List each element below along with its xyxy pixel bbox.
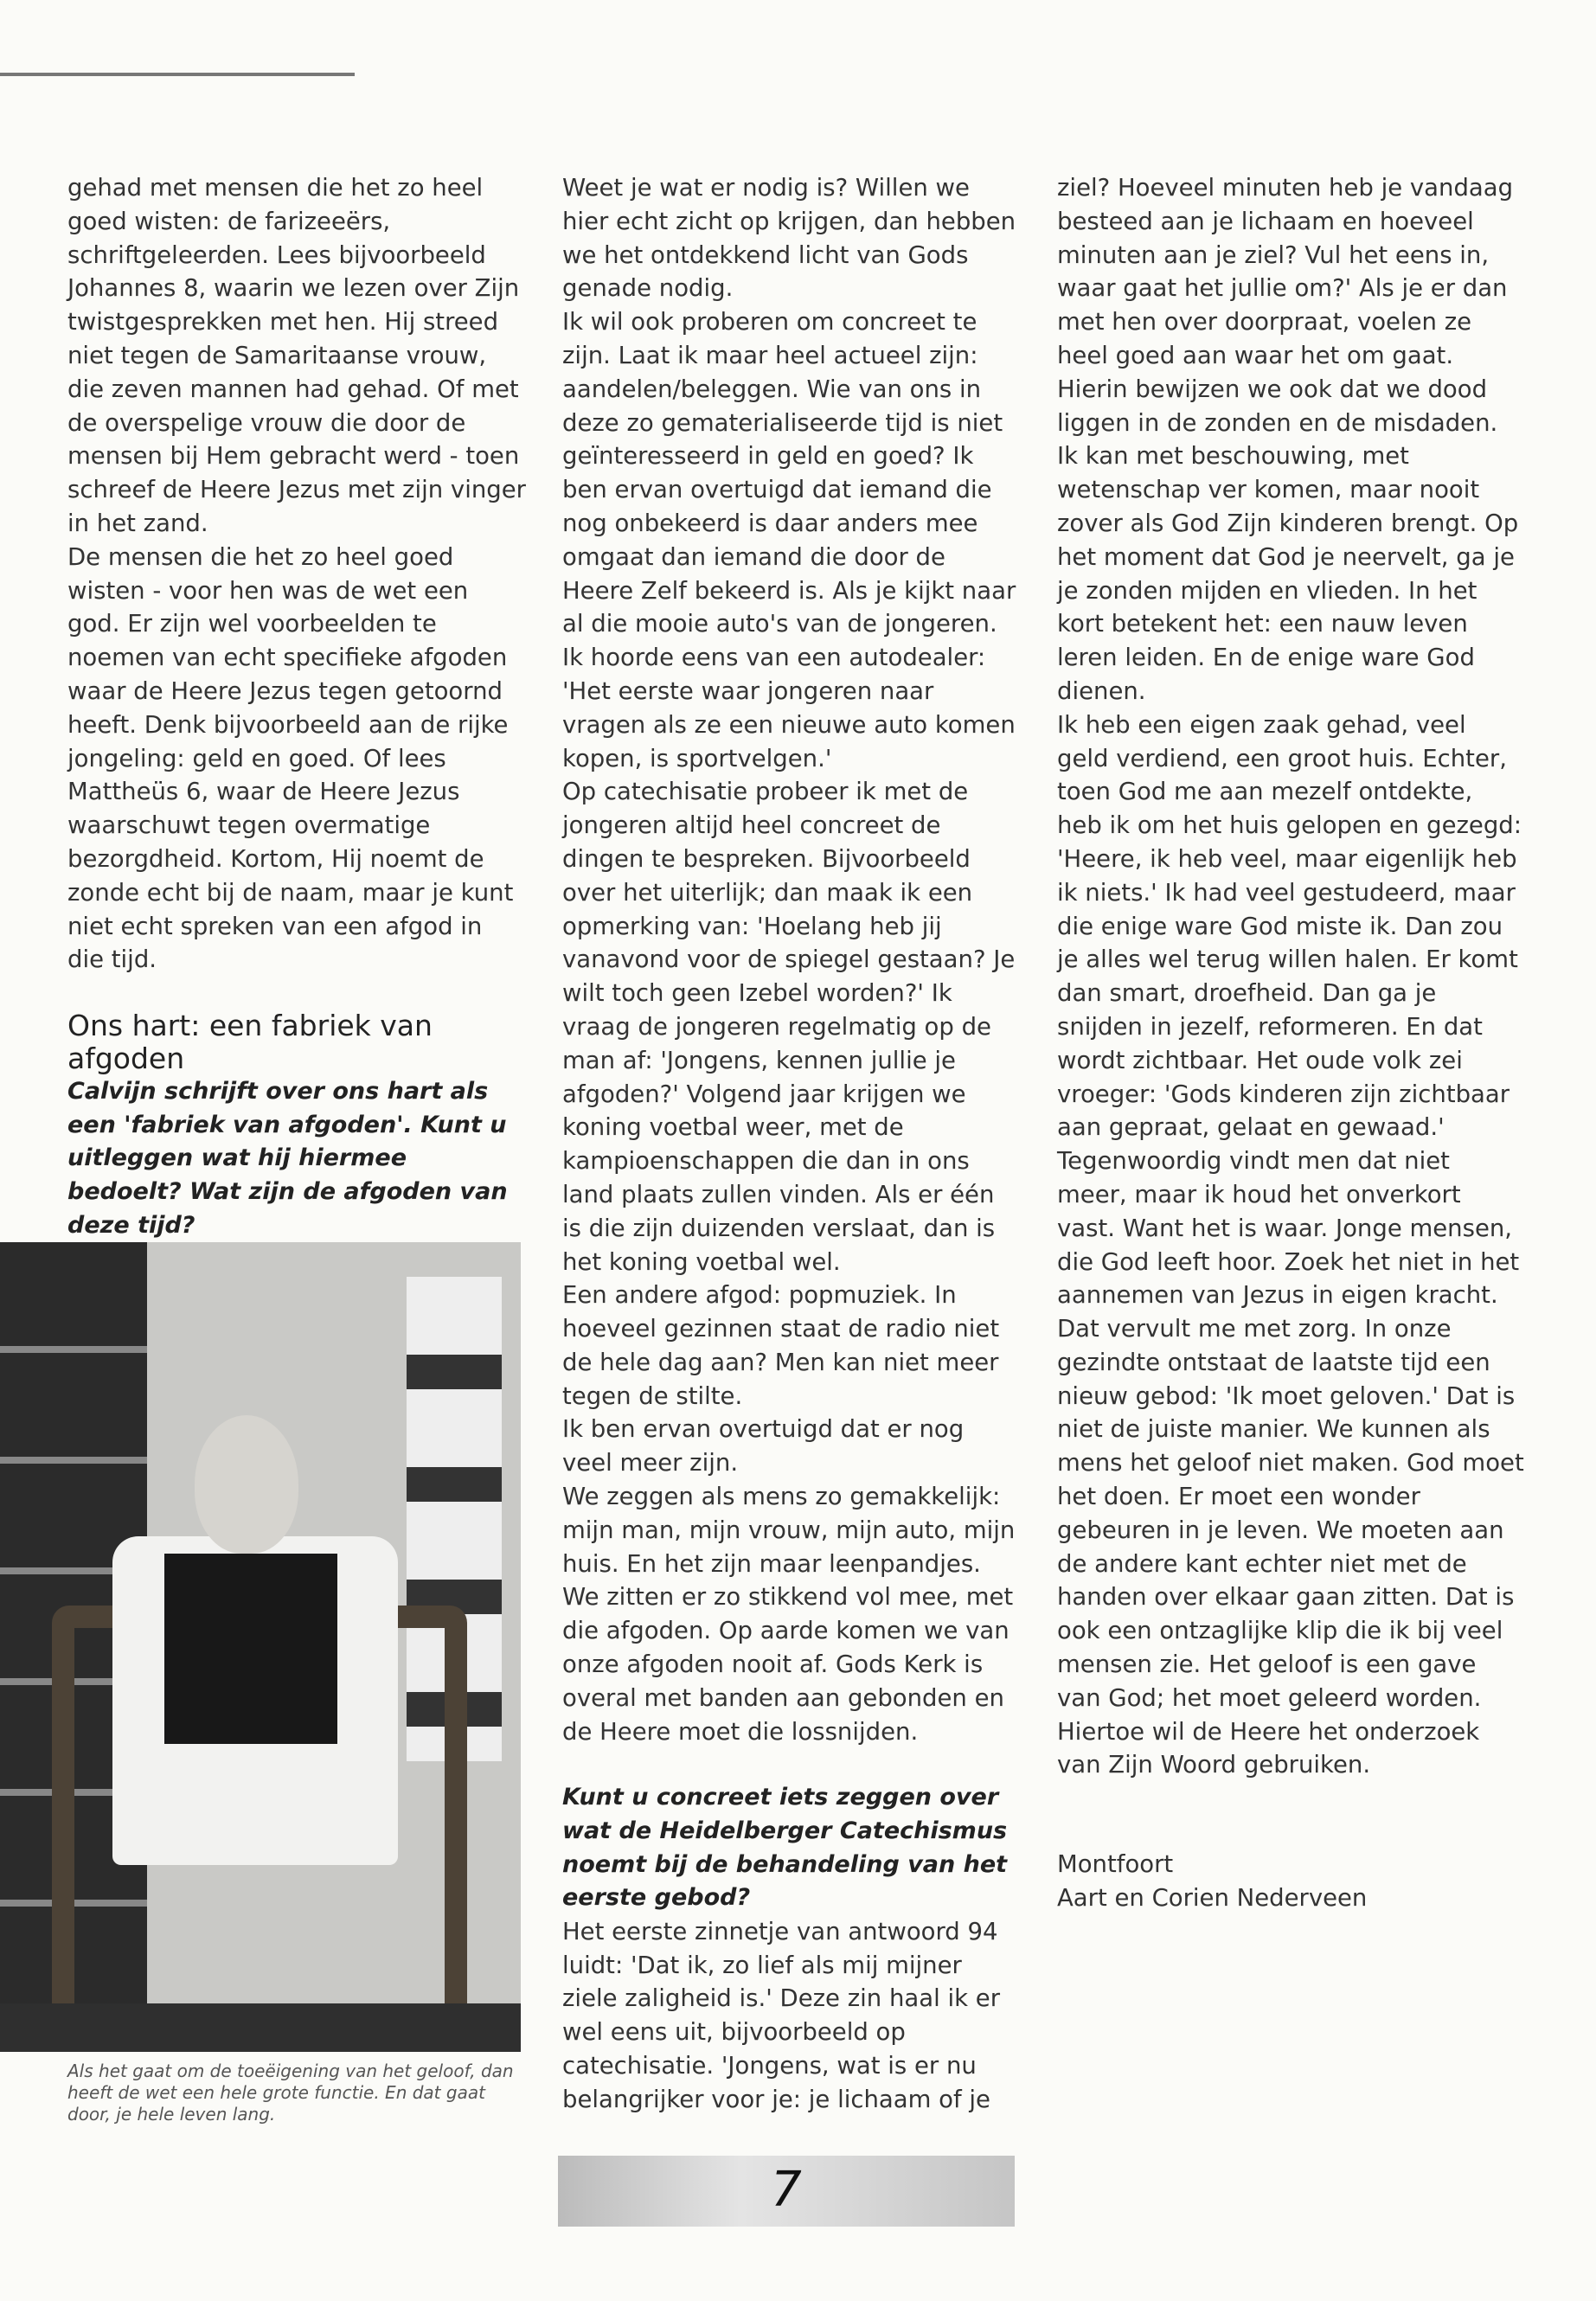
photo-caption: Als het gaat om de toeëigening van het geloof, dan heeft de wet een hele grote functie. En dat gaat door, je hele leven lang.: [67, 2061, 514, 2125]
location: Montfoort: [1057, 1850, 1174, 1879]
paragraph: Weet je wat er nodig is? Willen we hier echt zicht op krijgen, dan hebben we het ontdekkend licht van Gods genade nodig.: [562, 174, 1016, 303]
author-names: Aart en Corien Nederveen: [1057, 1884, 1368, 1913]
paragraph: Het eerste zinnetje van antwoord 94 luidt: 'Dat ik, zo lief als mij mijner ziele zaligheid is.' Deze zin haal ik er wel eens uit, bijvoorbeeld op catechisatie. 'Jongens, wat is er nu belangrijker voor je: je lichaam of je: [562, 1917, 1000, 2113]
column-1: [67, 171, 526, 1242]
section-heading: Ons hart: een fabriek van afgoden: [67, 1009, 433, 1076]
top-rule: [0, 73, 355, 76]
paragraph: Ik heb een eigen zaak gehad, veel geld verdiend, een groot huis. Echter, toen God me aan mezelf ontdekte, heb ik om het huis gelopen en gezegd: 'Heere, ik heb veel, maar eigenlijk heb ik niets.' Ik had veel gestudeerd, maar die enige ware God miste ik. Dan zou je alles wel terug willen halen. Er komt dan smart, droefheid. Dan ga je snijden in jezelf, reformeren. En dat wordt zichtbaar. Het oude volk zei vroeger: 'Gods kinderen zijn zichtbaar aan gepraat, gelaat en gewaad.' Tegenwoordig vindt men dat niet meer, maar ik houd het onverkort vast. Want het is waar. Jonge mensen, die God leeft hoor. Zoek het niet in het aannemen van Jezus in eigen kracht. Dat vervult me met zorg. In onze gezindte ontstaat de laatste tijd een nieuw gebod: 'Ik moet geloven.' Dat is niet de juiste manier. We kunnen als mens het geloof niet maken. God moet het doen. Er moet een wonder gebeuren in je leven. We moeten aan de andere kant echter niet met de handen over elkaar gaan zitten. Dat is ook een ontzaglijke klip die ik bij veel mensen zie. Het geloof is een gave van God; het moet geleerd worden. Hiertoe wil de Heere het onderzoek van Zijn Woord gebruiken.: [1057, 710, 1524, 1779]
interview-question: Calvijn schrijft over ons hart als een 'fabriek van afgoden'. Kunt u uitleggen wat hij hiermee bedoelt? Wat zijn de afgoden van deze tijd?: [67, 1078, 508, 1239]
paragraph: gehad met mensen die het zo heel goed wisten: de farizeeërs, schriftgeleerden. Lees bijvoorbeeld Johannes 8, waarin we lezen over Zijn twistgesprekken met hen. Hij streed niet tegen de Samaritaanse vrouw, die zeven mannen had gehad. Of met de overspelige vrouw die door de mensen bij Hem gebracht werd - toen schreef de Heere Jezus met zijn vinger in het zand.: [67, 174, 526, 537]
paragraph: De mensen die het zo heel goed wisten - voor hen was de wet een god. Er zijn wel voorbeelden te noemen van echt specifieke afgoden waar de Heere Jezus tegen getoornd heeft. Denk bijvoorbeeld aan de rijke jongeling: geld en goed. Of lees Mattheüs 6, waar de Heere Jezus waarschuwt tegen overmatige bezorgdheid. Kortom, Hij noemt de zonde echt bij de naam, maar je kunt niet echt spreken van een afgod in die tijd.: [67, 542, 514, 974]
column-3: [1057, 171, 1524, 1915]
interview-question: Kunt u concreet iets zeggen over wat de Heidelberger Catechismus noemt bij de behandeling van het eerste gebod?: [562, 1784, 1008, 1912]
photo-person-head: [195, 1415, 298, 1554]
page-number: 7: [771, 2162, 802, 2218]
portrait-photo: [0, 1242, 521, 2052]
column-2: [562, 171, 1021, 2117]
page-number-bar: [558, 2156, 1015, 2227]
paragraph: ziel? Hoeveel minuten heb je vandaag besteed aan je lichaam en hoeveel minuten aan je ziel? Vul het eens in, waar gaat het jullie om?' Als je er dan met hen over doorpraat, voelen ze heel goed aan waar het om gaat.: [1057, 174, 1514, 369]
paragraph: Ik ben ervan overtuigd dat er nog veel meer zijn.: [562, 1415, 965, 1477]
paragraph: Ik wil ook proberen om concreet te zijn. Laat ik maar heel actueel zijn: aandelen/beleggen. Wie van ons in deze zo gematerialiseerde tijd is niet geïnteresseerd in geld en goed? Ik ben ervan overtuigd dat iemand die nog onbekeerd is daar anders mee omgaat dan iemand die door de Heere Zelf bekeerd is. Als je kijkt naar al die mooie auto's van de jongeren. Ik hoorde eens van een autodealer: 'Het eerste waar jongeren naar vragen als ze een nieuwe auto komen kopen, is sportvelgen.': [562, 308, 1016, 772]
photo-vest: [164, 1554, 337, 1744]
paragraph: Op catechisatie probeer ik met de jongeren altijd heel concreet de dingen te bespreken. Bijvoorbeeld over het uiterlijk; dan maak ik een opmerking van: 'Hoelang heb jij vanavond voor de spiegel gestaan? Je wilt toch geen Izebel worden?' Ik vraag de jongeren regelmatig op de man af: 'Jongens, kennen jullie je afgoden?' Volgend jaar krijgen we koning voetbal weer, met de kampioenschappen die dan in ons land plaats zullen vinden. Als er één is die zijn duizenden verslaat, dan is het koning voetbal wel.: [562, 778, 1016, 1276]
paragraph: We zeggen als mens zo gemakkelijk: mijn man, mijn vrouw, mijn auto, mijn huis. En het zijn maar leenpandjes. We zitten er zo stikkend vol mee, met die afgoden. Op aarde komen we van onze afgoden nooit af. Gods Kerk is overal met banden aan gebonden en de Heere moet die lossnijden.: [562, 1483, 1016, 1746]
paragraph: Hierin bewijzen we ook dat we dood liggen in de zonden en de misdaden. Ik kan met beschouwing, met wetenschap ver komen, maar nooit zover als God Zijn kinderen brengt. Op het moment dat God je neervelt, ga je je zonden mijden en vlieden. In het kort betekent het: een nauw leven leren leiden. En de enige ware God dienen.: [1057, 375, 1519, 705]
paragraph: Een andere afgod: popmuziek. In hoeveel gezinnen staat de radio niet de hele dag aan? Men kan niet meer tegen de stilte.: [562, 1281, 1000, 1410]
photo-floor: [0, 2003, 521, 2052]
